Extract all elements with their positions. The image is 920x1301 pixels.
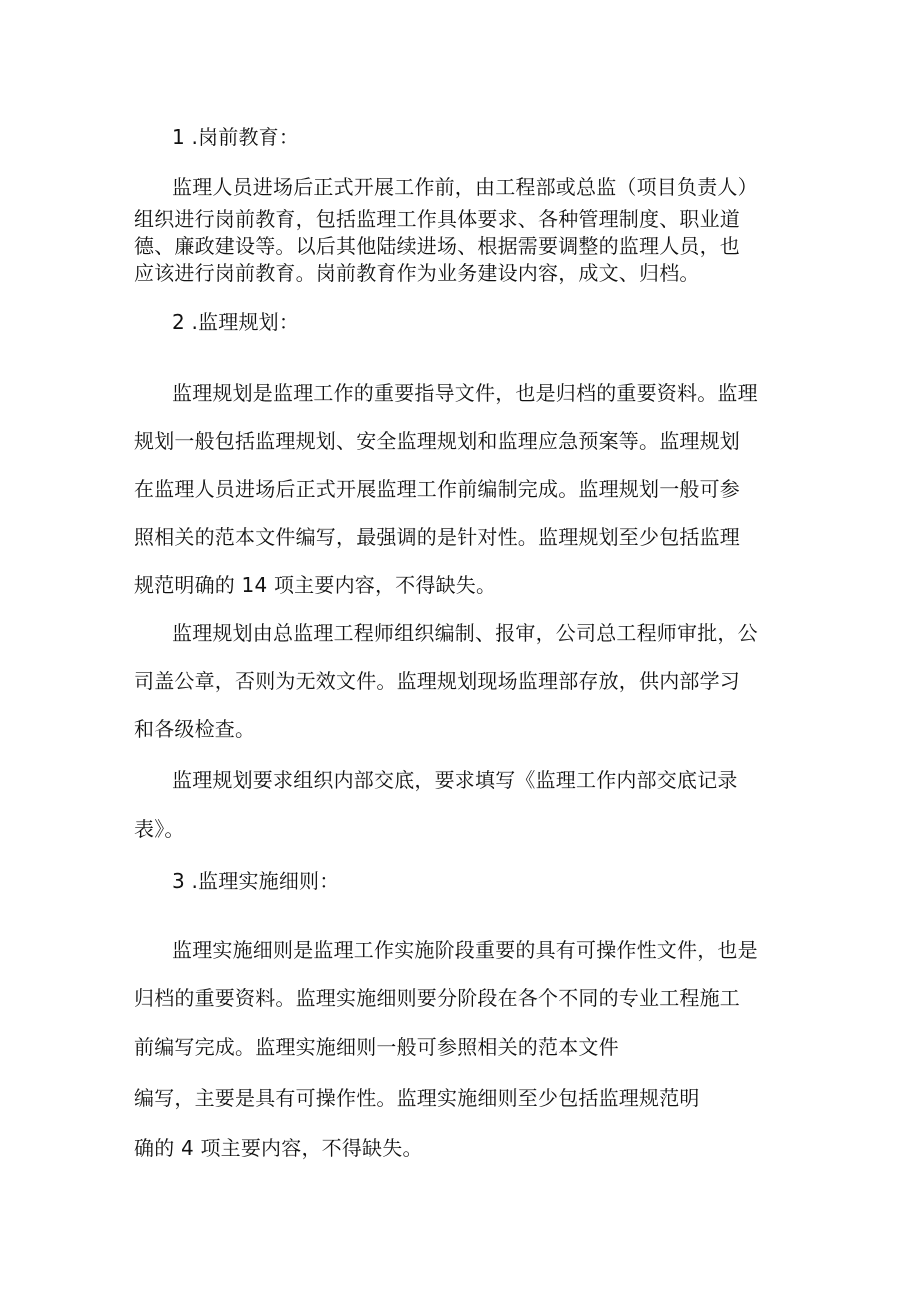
section-1-para-1-line-1: 监理人员进场后正式开展工作前，由工程部或总监（项目负责人） bbox=[172, 175, 758, 199]
section-2-para-1-line-4: 照相关的范本文件编写，最强调的是针对性。监理规划至少包括监理 bbox=[134, 525, 740, 549]
section-2-heading: 2 .监理规划： bbox=[172, 310, 300, 334]
section-1-para-1-line-3: 德、廉政建设等。以后其他陆续进场、根据需要调整的监理人员，也 bbox=[134, 234, 740, 258]
section-1-para-1-line-2: 组织进行岗前教育，包括监理工作具体要求、各种管理制度、职业道 bbox=[134, 207, 740, 231]
section-2-para-1-line-3: 在监理人员进场后正式开展监理工作前编制完成。监理规划一般可参 bbox=[134, 477, 740, 501]
section-1-heading: 1 .岗前教育： bbox=[172, 125, 300, 149]
section-2-para-1-line-2: 规划一般包括监理规划、安全监理规划和监理应急预案等。监理规划 bbox=[134, 429, 740, 453]
section-3-para-1-line-3: 前编写完成。监理实施细则一般可参照相关的范本文件 bbox=[134, 1035, 619, 1059]
section-2-para-1-line-5: 规范明确的 14 项主要内容，不得缺失。 bbox=[134, 573, 497, 597]
section-2-para-2-line-1: 监理规划由总监理工程师组织编制、报审，公司总工程师审批，公 bbox=[172, 621, 758, 645]
section-3-para-2-line-2: 确的 4 项主要内容，不得缺失。 bbox=[134, 1136, 423, 1160]
section-2-para-1-line-1: 监理规划是监理工作的重要指导文件，也是归档的重要资料。监理 bbox=[172, 381, 758, 405]
section-2-para-2-line-3: 和各级检查。 bbox=[134, 717, 256, 741]
section-2-para-3-line-2: 表》。 bbox=[134, 817, 185, 841]
section-2-para-3-line-1: 监理规划要求组织内部交底，要求填写《监理工作内部交底记录 bbox=[172, 768, 738, 792]
section-3-para-1-line-2: 归档的重要资料。监理实施细则要分阶段在各个不同的专业工程施工 bbox=[134, 986, 740, 1010]
section-1-para-1-line-4: 应该进行岗前教育。岗前教育作为业务建设内容，成文、归档。 bbox=[134, 261, 700, 285]
section-2-para-2-line-2: 司盖公章，否则为无效文件。监理规划现场监理部存放，供内部学习 bbox=[134, 669, 740, 693]
section-3-heading: 3 .监理实施细则： bbox=[172, 869, 340, 893]
section-3-para-1-line-1: 监理实施细则是监理工作实施阶段重要的具有可操作性文件，也是 bbox=[172, 938, 758, 962]
section-3-para-2-line-1: 编写，主要是具有可操作性。监理实施细则至少包括监理规范明 bbox=[134, 1086, 700, 1110]
